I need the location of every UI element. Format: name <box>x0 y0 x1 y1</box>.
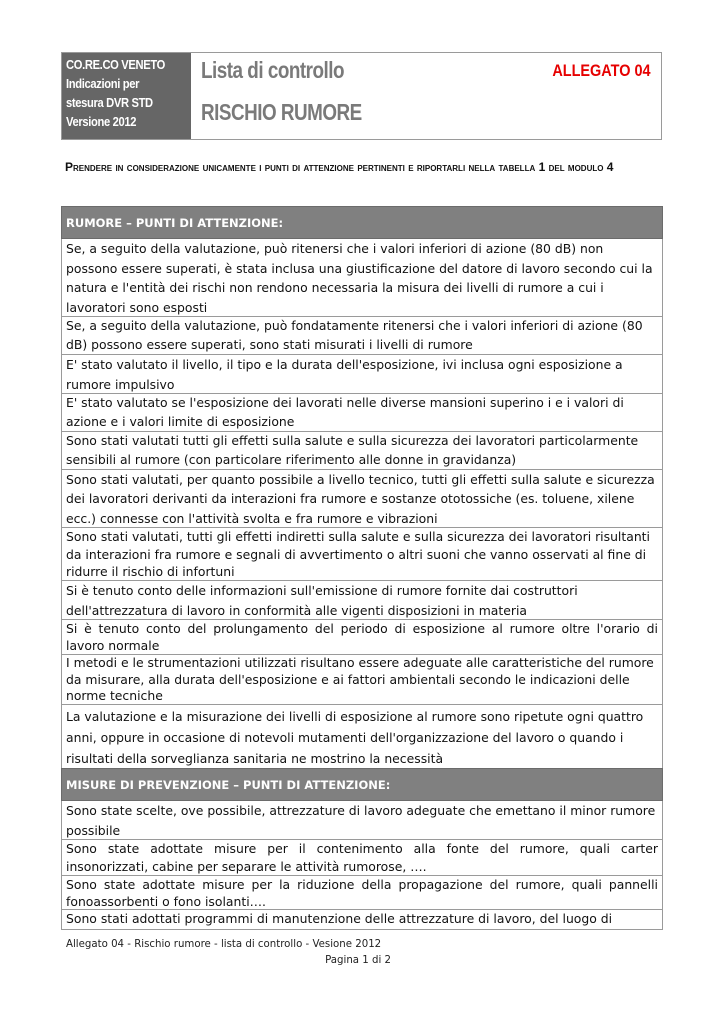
table-row: Sono state adottate misure per il contenimento alla fonte del rumore, quali carter insonorizzati, cabine per separare le attività rumorose, …. <box>61 840 663 876</box>
org-line: Versione 2012 <box>66 114 137 129</box>
org-line: CO.RE.CO VENETO <box>66 57 166 72</box>
document-subtitle: RISCHIO RUMORE <box>201 99 362 125</box>
org-box <box>62 53 191 139</box>
page-number: Pagina 1 di 2 <box>325 955 391 966</box>
document-title: Lista di controllo <box>201 57 345 83</box>
table-row: Si è tenuto conto del prolungamento del periodo di esposizione al rumore oltre l'orario di lavoro normale <box>61 620 663 655</box>
table-row: E' stato valutato il livello, il tipo e la durata dell'esposizione, ivi inclusa ogni esposizione a rumore impulsivo <box>61 355 663 394</box>
table-row: Se, a seguito della valutazione, può fondatamente ritenersi che i valori inferiori di azione (80 dB) possono essere superati, sono stati misurati i livelli di rumore <box>61 317 663 355</box>
page-footer <box>66 937 391 969</box>
table-row: I metodi e le strumentazioni utilizzati risultano essere adeguate alle caratteristiche del rumore da misurare, alla durata dell'esposizione e ai fattori ambientali secondo le indicazioni delle norme tecniche <box>61 655 663 705</box>
table-row: E' stato valutato se l'esposizione dei lavorati nelle diverse mansioni superino i e i valori di azione e i valori limite di esposizione <box>61 394 663 432</box>
instruction-text: Prendere in considerazione unicamente i punti di attenzione pertinenti e riportarli nella tabella 1 del modulo 4 <box>65 160 614 174</box>
noise-attention-table <box>61 206 663 769</box>
table-row: Sono state scelte, ove possibile, attrezzature di lavoro adeguate che emettano il minor rumore possibile <box>61 801 663 840</box>
org-line: stesura DVR STD <box>66 95 153 110</box>
allegato-label: ALLEGATO 04 <box>552 61 651 80</box>
org-line: Indicazioni per <box>66 76 140 91</box>
footer-doc-label: Allegato 04 - Rischio rumore - lista di controllo - Vesione 2012 <box>66 939 382 950</box>
prevention-attention-table <box>61 768 663 930</box>
table-row: Sono stati valutati tutti gli effetti sulla salute e sulla sicurezza dei lavoratori particolarmente sensibili al rumore (con particolare riferimento alle donne in gravidanza) <box>61 432 663 470</box>
document-header <box>61 52 662 140</box>
table-row: La valutazione e la misurazione dei livelli di esposizione al rumore sono ripetute ogni quattro anni, oppure in occasione di notevoli mutamenti dell'organizzazione del lavoro o quando i risultati della sorveglianza sanitaria ne mostrino la necessità <box>61 705 663 769</box>
table-heading: RUMORE – PUNTI DI ATTENZIONE: <box>61 206 663 239</box>
table-heading: MISURE DI PREVENZIONE – PUNTI DI ATTENZIONE: <box>61 768 663 801</box>
table-row: Sono stati valutati, tutti gli effetti indiretti sulla salute e sulla sicurezza dei lavoratori risultanti da interazioni fra rumore e segnali di avvertimento o altri suoni che vanno osservati al fine di ridurre il rischio di infortuni <box>61 528 663 581</box>
table-row: Sono stati adottati programmi di manutenzione delle attrezzature di lavoro, del luogo di <box>61 910 663 930</box>
table-row: Se, a seguito della valutazione, può ritenersi che i valori inferiori di azione (80 dB) non possono essere superati, è stata inclusa una giustificazione del datore di lavoro secondo cui la natura e l'entità dei rischi non rendono necessaria la misura dei livelli di rumore a cui i lavoratori sono esposti <box>61 239 663 317</box>
table-row: Sono stati valutati, per quanto possibile a livello tecnico, tutti gli effetti sulla salute e sicurezza dei lavoratori derivanti da interazioni fra rumore e sostanze ototossiche (es. toluene, xilene ecc.) connesse con l'attività svolta e fra rumore e vibrazioni <box>61 470 663 528</box>
table-row: Si è tenuto conto delle informazioni sull'emissione di rumore fornite dai costruttori dell'attrezzatura di lavoro in conformità alle vigenti disposizioni in materia <box>61 581 663 620</box>
table-row: Sono state adottate misure per la riduzione della propagazione del rumore, quali pannelli fonoassorbenti o fono isolanti…. <box>61 876 663 910</box>
